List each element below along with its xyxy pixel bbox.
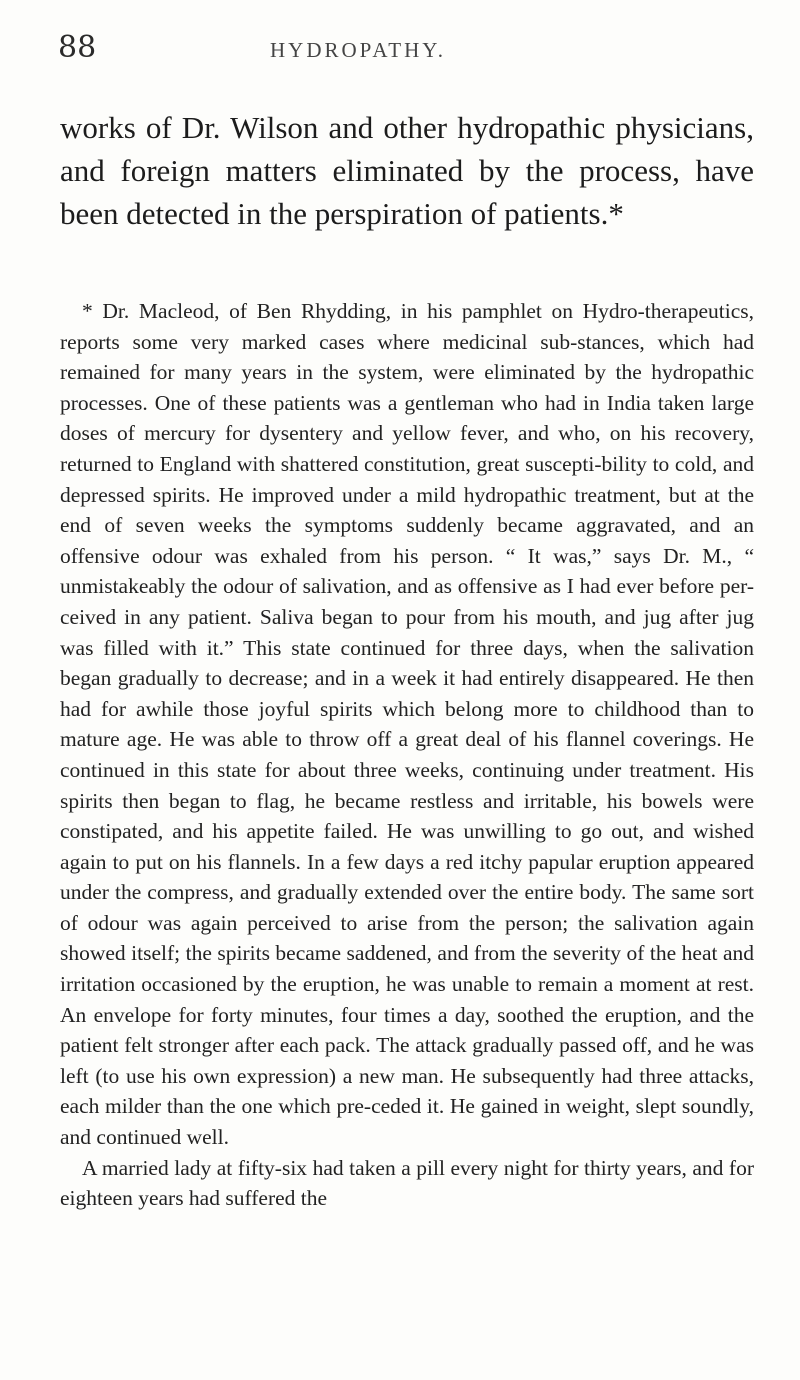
running-title: HYDROPATHY. xyxy=(270,38,446,62)
page-number: 88 xyxy=(58,30,97,65)
main-paragraph: works of Dr. Wilson and other hydropathic physicians, and foreign matters eliminated by the process, have been detected in the perspiration of patients.* xyxy=(60,110,754,231)
footnote-paragraph-1: * Dr. Macleod, of Ben Rhydding, in his pamphlet on Hydro-therapeutics, reports some very marked cases where medicinal sub-stances, which had remained for many years in the system, were eliminated by the hydropathic processes. One of these patients was a gentleman who had in India taken large doses of mercury for dysentery and yellow fever, and who, on his recovery, returned to England with shattered constitution, great suscepti-bility to cold, and depressed spirits. He improved under a mild hydropathic treatment, but at the end of seven weeks the symptoms suddenly became aggravated, and an offensive odour was exhaled from his person. “ It was,” says Dr. M., “ unmistakeably the odour of salivation, and as offensive as I had ever before per-ceived in any patient. Saliva began to pour from his mouth, and jug after jug was filled with it.” This state continued for three days, when the salivation began gradually to decrease; and in a week it had entirely disappeared. He then had for awhile those joyful spirits which belong more to childhood than to mature age. He was able to throw off a great deal of his flannel coverings. He continued in this state for about three weeks, continuing under treatment. His spirits then began to flag, he became restless and irritable, his bowels were constipated, and his appetite failed. He was unwilling to go out, and wished again to put on his flannels. In a few days a red itchy papular eruption appeared under the compress, and gradually extended over the entire body. The same sort of odour was again perceived to arise from the person; the salivation again showed itself; the spirits became saddened, and from the severity of the heat and irritation occasioned by the eruption, he was unable to remain a moment at rest. An envelope for forty minutes, four times a day, soothed the eruption, and the patient felt stronger after each pack. The attack gradually passed off, and he was left (to use his own expression) a new man. He subsequently had three attacks, each milder than the one which pre-ceded it. He gained in weight, slept soundly, and continued well. xyxy=(60,299,754,1150)
footnote xyxy=(60,296,754,1214)
footnote-paragraph-2: A married lady at fifty-six had taken a pill every night for thirty years, and for eighteen years had suffered the xyxy=(60,1155,754,1211)
